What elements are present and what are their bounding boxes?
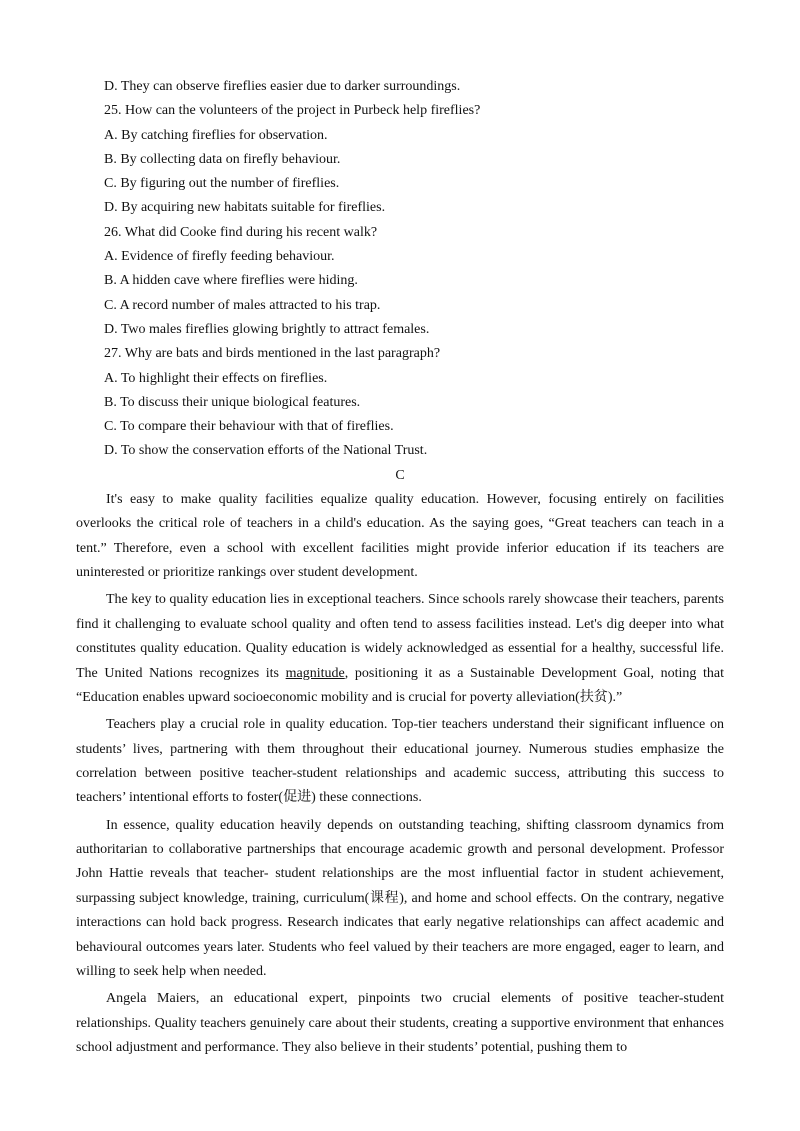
option-line: B. By collecting data on firefly behaviour. (104, 151, 341, 167)
option-line: D. By acquiring new habitats suitable for fireflies. (104, 200, 386, 216)
question-27: 27. Why are bats and birds mentioned in the last paragraph? (104, 346, 441, 362)
passage-paragraph-4: In essence, quality education heavily depends on outstanding teaching, shifting classroom dynamics from authoritarian to collaborative partnerships that encourage academic growth and personal development. Professor John Hattie reveals that teacher- student relationships are the most influential factor in student achievement, surpassing subject knowledge, training, curriculum(课程), and home and school effects. On the contrary, negative interactions can hold back progress. Research indicates that early negative relationships can affect academic and behavioural outcomes years later. Students who feel valued by their teachers are more engaged, eager to learn, and willing to seek help when needed. (76, 817, 724, 980)
section-heading: C (395, 468, 405, 483)
option-line: C. By figuring out the number of fireflies. (104, 176, 340, 192)
option-line: D. They can observe fireflies easier due to darker surroundings. (104, 79, 461, 94)
option-line: A. By catching fireflies for observation. (104, 127, 328, 143)
option-line: D. To show the conservation efforts of the National Trust. (104, 443, 428, 459)
option-line: A. To highlight their effects on fireflies. (104, 370, 328, 386)
passage-paragraph-5: Angela Maiers, an educational expert, pinpoints two crucial elements of positive teacher-student relationships. Quality teachers genuinely care about their students, creating a supportive environment that enhances school adjustment and performance. They also believe in their students’ potential, pushing them to (76, 991, 724, 1056)
passage-paragraph-2 (76, 588, 724, 710)
option-line: C. A record number of males attracted to his trap. (104, 297, 381, 313)
option-line: C. To compare their behaviour with that of fireflies. (104, 419, 394, 435)
paragraph-text: The key to quality education lies in exceptional teachers. Since schools rarely showcase their teachers, parents find it challenging to evaluate school quality and often tend to assess facilities instead. Let's dig deeper into what constitutes quality education. Quality education is widely acknowledged as essential for a healthy, successful life. The United Nations recognizes its (76, 592, 724, 681)
option-line: B. A hidden cave where fireflies were hiding. (104, 273, 358, 289)
question-26: 26. What did Cooke find during his recent walk? (104, 224, 378, 240)
option-line: A. Evidence of firefly feeding behaviour. (104, 249, 335, 265)
option-line: D. Two males fireflies glowing brightly to attract females. (104, 321, 430, 337)
reading-passage (76, 488, 724, 1061)
passage-paragraph-3: Teachers play a crucial role in quality education. Top-tier teachers understand their significant influence on students’ lives, partnering with them throughout their educational journey. Numerous studies emphasize the correlation between positive teacher-student relationships and academic success, attributing this success to teachers’ intentional efforts to foster(促进) these connections. (76, 717, 724, 806)
passage-paragraph-1: It's easy to make quality facilities equalize quality education. However, focusing entirely on facilities overlooks the critical role of teachers in a child's education. As the saying goes, “Great teachers can teach in a tent.” Therefore, even a school with excellent facilities might provide inferior education if its teachers are uninterested or prioritize rankings over student development. (76, 492, 724, 581)
paragraph-text: , positioning it as a Sustainable Development Goal, noting that “Education enables upward socioeconomic mobility and is crucial for poverty alleviation(扶贫).” (76, 665, 724, 706)
underlined-word: magnitude (285, 665, 345, 681)
option-line: B. To discuss their unique biological features. (104, 394, 361, 410)
question-25: 25. How can the volunteers of the project in Purbeck help fireflies? (104, 103, 481, 119)
question-options-block (104, 75, 724, 464)
